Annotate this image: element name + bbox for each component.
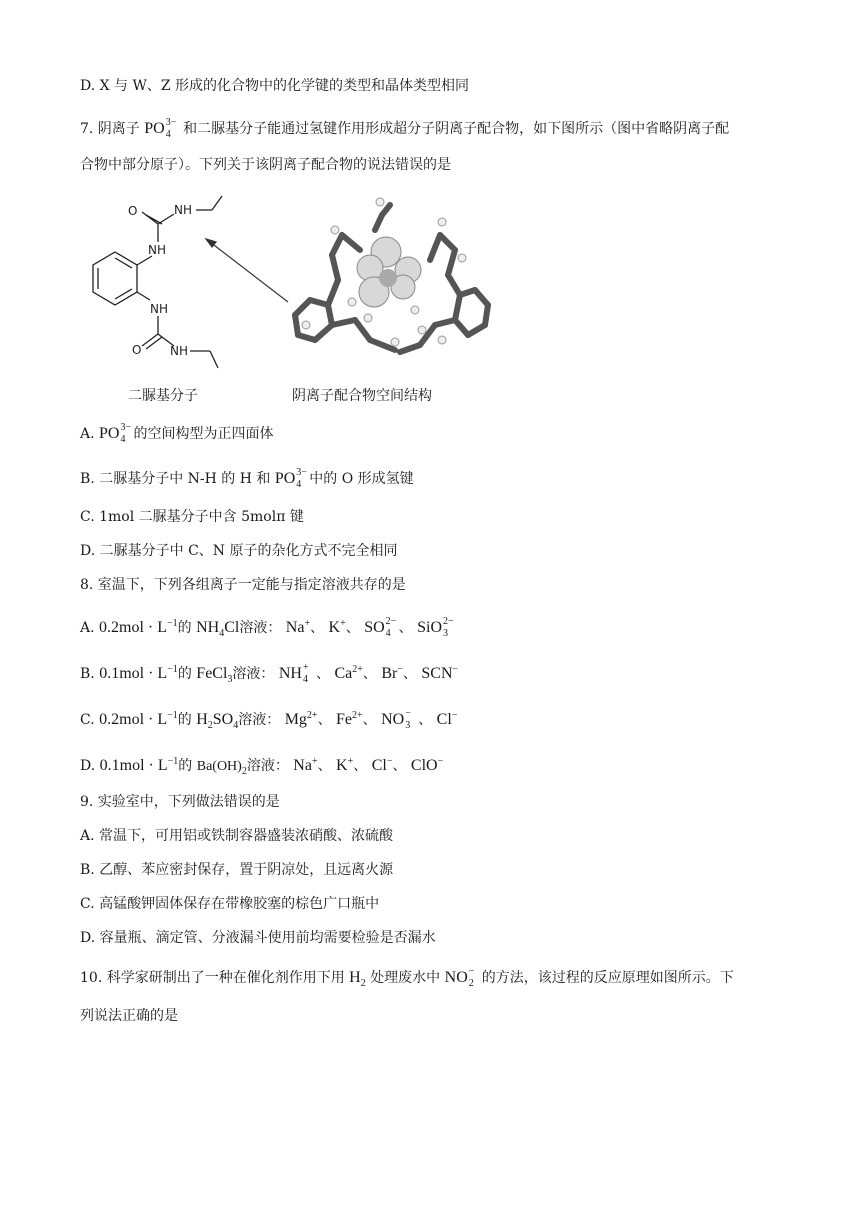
q7-stem-line2: 合物中部分原子）。下列关于该阴离子配合物的说法错误的是 [80,157,451,173]
fecl3-formula: FeCl$_3$ [196,665,233,685]
atom-o-bottom: O [132,343,142,357]
atom-nh-top: NH [148,243,166,257]
po4-formula: PO 3− 4 [99,422,132,445]
q10-stem-line1: 10. 科学家研制出了一种在催化剂作用下用 $H_2$ 处理废水中 NO − 2 的方法，该过程的反应原理如图所示。下 [80,966,734,989]
q9-option-d: D. 容量瓶、滴定管、分液漏斗使用前均需要检验是否漏水 [80,930,436,946]
q7-option-b: B. 二脲基分子中 N-H 的 H 和 PO 3− 4 中的 O 形成氢键 [80,467,414,490]
q7-option-c: C. 1mol 二脲基分子中含 5molπ 键 [80,509,304,525]
q9-option-c: C. 高锰酸钾固体保存在带橡胶塞的棕色广口瓶中 [80,896,380,912]
q9-option-b: B. 乙醇、苯应密封保存，置于阴凉处，且远离火源 [80,862,394,878]
atom-nh-bottom-right: NH [170,344,188,358]
q7-option-a: A. PO 3− 4 的空间构型为正四面体 [80,422,274,445]
caption-diurea: 二脲基分子 [128,388,198,404]
caption-complex: 阴离子配合物空间结构 [292,388,432,404]
atom-nh-top-right: NH [174,203,192,217]
q9-option-a: A. 常温下，可用铝或铁制容器盛装浓硝酸、浓硫酸 [80,828,394,844]
baoh2-formula: $Ba(OH)_2$ [196,759,247,777]
q8-option-d: D. $0.1mol \cdot L^{-1}$的 $Ba(OH)_2$溶液： Na+、 K+、 Cl−、 ClO− [80,756,444,777]
option-d-prev: D. X 与 W、Z 形成的化合物中的化学键的类型和晶体类型相同 [80,78,470,94]
no2-formula: NO − 2 [444,966,475,989]
po4-formula: PO 3− 4 [274,467,307,490]
q8-option-b: B. $0.1mol \cdot L^{-1}$的 FeCl$_3$溶液： NH + 4 、 $Ca^{2+}$、 Br−、 SCN− [80,662,459,685]
h2so4-formula: $H_2SO_4$ [196,711,239,731]
q7-stem-text: 和二脲基分子能通过氢键作用形成超分子阴离子配合物，如下图所示（图中省略阴离子配 [183,121,730,137]
q7-figure [70,190,510,405]
nh4cl-formula: $NH_4Cl$ [196,619,240,639]
complex-3d-model [295,198,488,352]
atom-o-top: O [128,204,138,218]
q8-option-c: C. $0.2mol \cdot L^{-1}$的 $H_2SO_4$溶液： $Mg^{2+}$、 $Fe^{2+}$、 NO − 3 、 Cl− [80,708,458,731]
q9-stem: 9. 实验室中，下列做法错误的是 [80,794,280,810]
diurea-structure [93,196,222,368]
po4-formula: PO 3− 4 [144,117,177,140]
q7-option-d: D. 二脲基分子中 C、N 原子的杂化方式不完全相同 [80,543,398,559]
arrow [206,239,288,302]
q8-option-a: A. $0.2mol \cdot L^{-1}$的 $NH_4Cl$溶液： Na+、 K+、 SO 2− 4 、 SiO 2− 3 [80,616,454,639]
h2-formula: $H_2$ [349,969,366,989]
q7-number: 7. 阴离子 [80,121,140,137]
q7-stem-line1 [80,117,729,139]
q10-stem-line2: 列说法正确的是 [80,1008,178,1024]
atom-nh-bottom: NH [150,302,168,316]
q8-stem: 8. 室温下，下列各组离子一定能与指定溶液共存的是 [80,577,406,593]
